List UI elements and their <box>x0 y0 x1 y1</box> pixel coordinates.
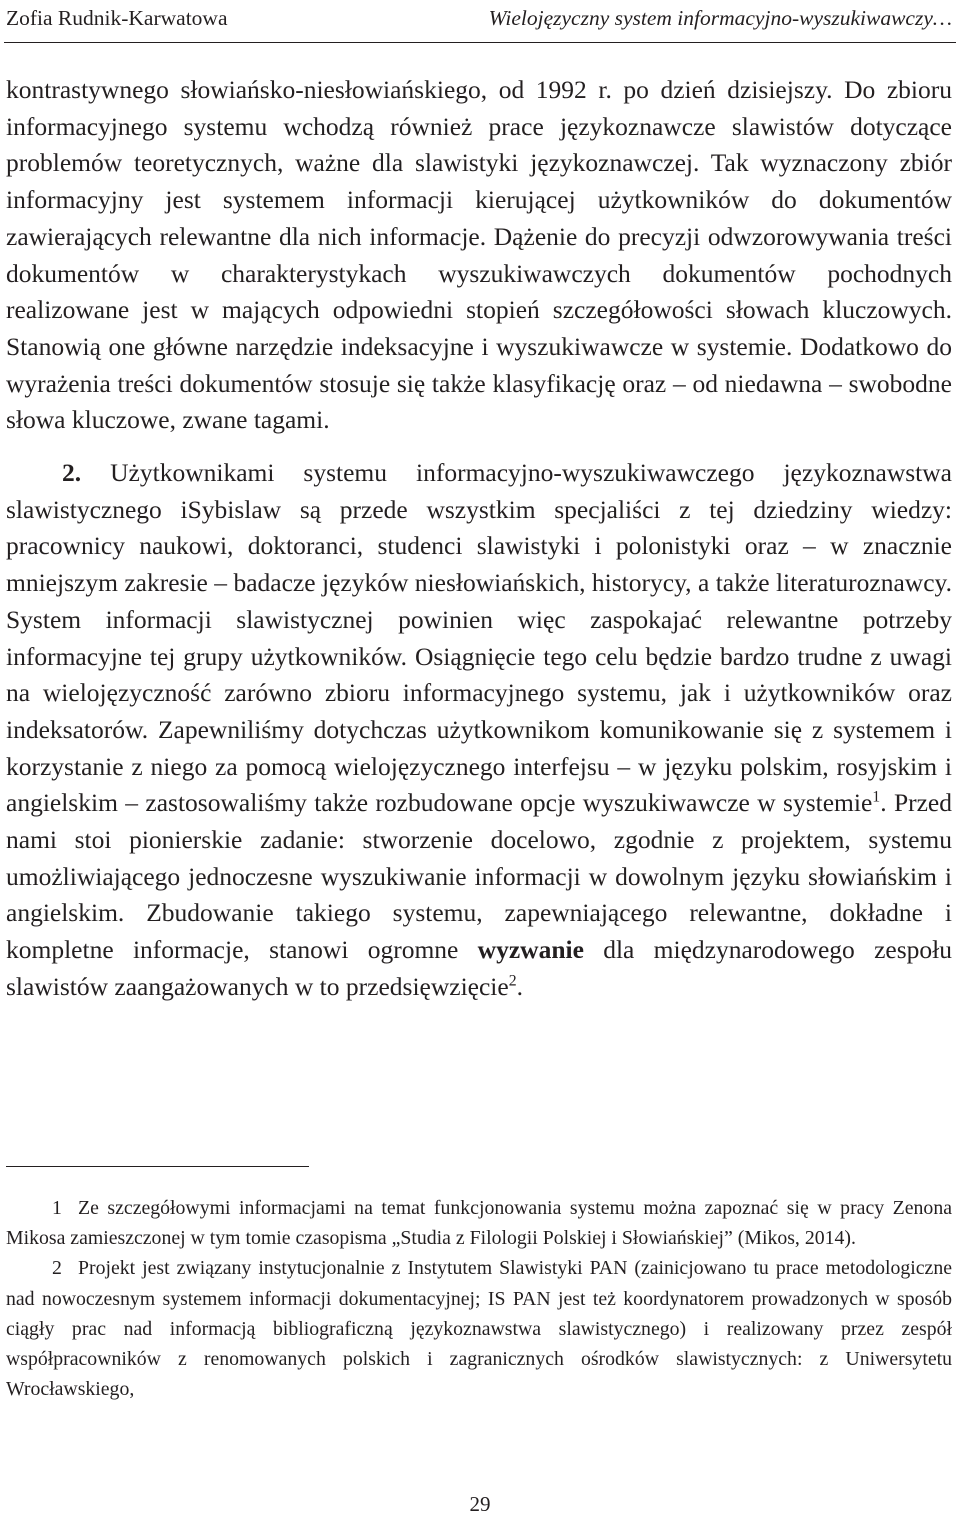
paragraph-2 <box>6 455 952 1006</box>
footnote-ref-1[interactable]: 1 <box>872 788 881 806</box>
paragraph-2-text-d: . <box>516 971 523 1001</box>
page-number: 29 <box>469 1492 491 1516</box>
footnote-number: 2 <box>52 1257 62 1280</box>
footnote-rule <box>6 1166 309 1167</box>
footnote-number: 1 <box>52 1197 62 1219</box>
footnote-1 <box>6 1193 952 1253</box>
header-rule <box>4 42 956 43</box>
footnotes <box>6 1193 952 1404</box>
bold-term: wyzwanie <box>477 935 584 965</box>
footnote-2 <box>6 1253 952 1404</box>
footnote-ref-2[interactable]: 2 <box>508 972 517 990</box>
paragraph-2-text-c: dla międzynarodowego zespołu slawistów zaangażowanych w to przedsięwzięcie <box>6 935 952 1001</box>
footnote-text: Projekt jest związany instytucjonalnie z Instytutem Slawistyki PAN (zainicjowano tu prace metodologiczne nad nowoczesnym systemem informacji dokumentacyjnej; IS PAN jest też koordynatorem prowadzonych w sposób ciągły prac nad informacją bibliograficzną językoznawstwa slawistycznego) i realizowany przez zespół współpracowników z renomowanych polskich i zagranicznych ośrodków slawistycznych: z Uniwersytetu Wrocławskiego, <box>6 1257 952 1401</box>
paragraph-number: 2. <box>62 458 82 488</box>
paragraph-2-text-b: . Przed nami stoi pionierskie zadanie: stworzenie docelowo, zgodnie z projektem, systemu umożliwiającego jednoczesne wyszukiwanie informacji w dowolnym języku słowiańskim i angielskim. Zbudowanie takiego systemu, zapewniającego relewantne, dokładne i kompletne informacje, stanowi ogromne <box>6 788 953 965</box>
main-text <box>6 72 952 1006</box>
footnote-text: Ze szczegółowymi informacjami na temat funkcjonowania systemu można zapoznać się w pracy Zenona Mikosa zamieszczonej w tym tomie czasopisma „Studia z Filologii Polskiej i Słowiańskiej” (Mikos, 2014). <box>6 1197 952 1250</box>
header-author: Zofia Rudnik-Karwatowa <box>6 6 228 30</box>
running-header <box>6 4 952 32</box>
paragraph-1: kontrastywnego słowiańsko-niesłowiańskiego, od 1992 r. po dzień dzisiejszy. Do zbioru informacyjnego systemu wchodzą również prace językoznawcze slawistów dotyczące problemów teoretycznych, ważne dla slawistyki językoznawczej. Tak wyznaczony zbiór informacyjny jest systemem informacji kierującej użytkowników do dokumentów zawierających relewantne dla nich informacje. Dążenie do precyzji odwzorowywania treści dokumentów w charakterystykach wyszukiwawczych dokumentów pochodnych realizowane jest w mających odpowiedni stopień szczegółowości słowach kluczowych. Stanowią one główne narzędzie indeksacyjne i wyszukiwawcze w systemie. Dodatkowo do wyrażenia treści dokumentów stosuje się także klasyfikację oraz – od niedawna – swobodne słowa kluczowe, zwane tagami. <box>6 75 952 435</box>
header-title: Wielojęzyczny system informacyjno-wyszukiwawczy… <box>488 6 952 30</box>
paragraph-2-text-a: Użytkownikami systemu informacyjno-wyszukiwawczego językoznawstwa slawistycznego iSybislaw są przede wszystkim specjaliści z tej dziedziny wiedzy: pracownicy naukowi, doktoranci, studenci slawistyki i polonistyki oraz – w znacznie mniejszym zakresie – badacze języków niesłowiańskich, historycy, a także literaturoznawcy. System informacji slawistycznej powinien więc zaspokajać relewantne potrzeby informacyjne tej grupy użytkowników. Osiągnięcie tego celu będzie bardzo trudne z uwagi na wielojęzyczność zarówno zbioru informacyjnego systemu, jak i użytkowników oraz indeksatorów. Zapewniliśmy dotychczas użytkownikom komunikowanie się z systemem i korzystanie z niego za pomocą wielojęzycznego interfejsu – w języku polskim, rosyjskim i angielskim – zastosowaliśmy także rozbudowane opcje wyszukiwawcze w systemie <box>6 458 952 818</box>
